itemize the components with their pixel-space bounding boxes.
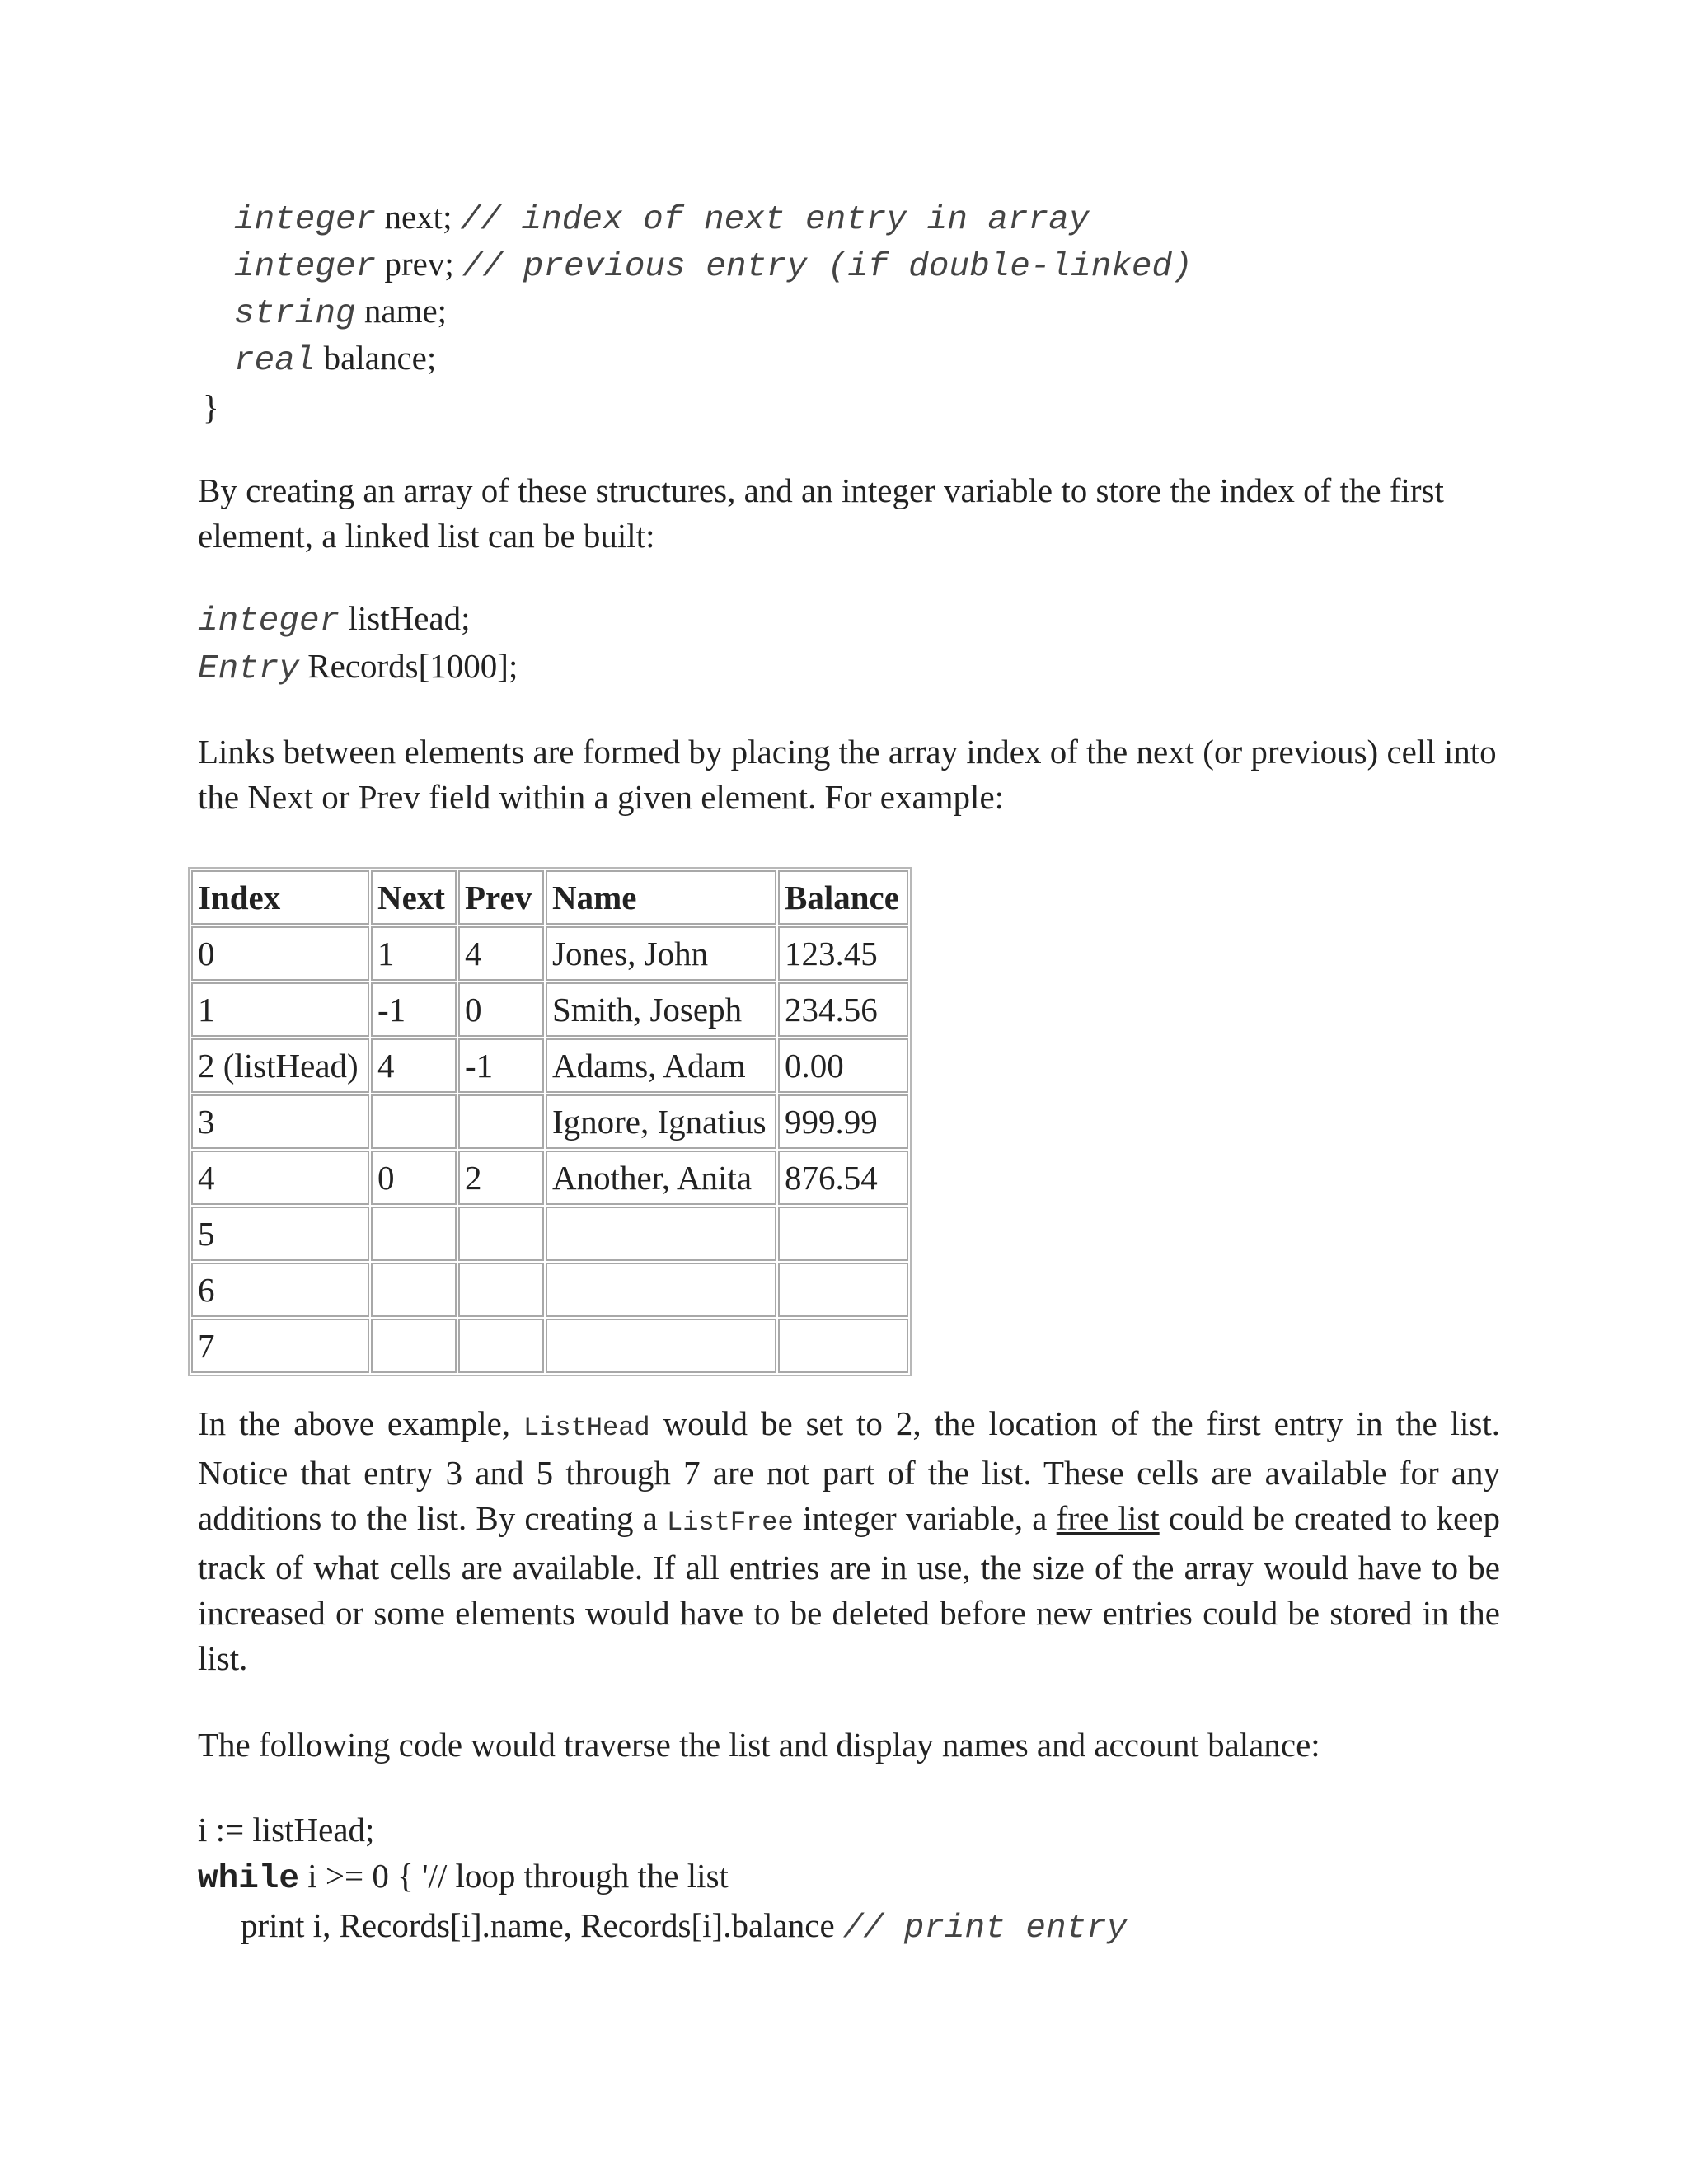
print-statement: print i, Records[i].name, Records[i].balance (241, 1906, 843, 1944)
cell-name (546, 1207, 776, 1261)
cell-prev (458, 1319, 544, 1373)
para3-text-1: In the above example, (198, 1404, 523, 1442)
field-name: balance; (323, 339, 437, 377)
header-index: Index (191, 870, 369, 925)
table-row (191, 1038, 908, 1093)
cell-balance: 876.54 (778, 1151, 908, 1205)
code-line-print (241, 1906, 1128, 1947)
para3-text-2: would be set to 2, the location of the first entry in the list. Notice that entry 3 and 5 through 7 are not part of the list. These cells are available for any additions to the list. By creating a (198, 1404, 1500, 1537)
code-line-next (234, 200, 1089, 237)
linked-list-table (188, 867, 912, 1376)
code-comment: // index of next entry in array (460, 201, 1090, 239)
cell-name: Ignore, Ignatius (546, 1094, 776, 1149)
cell-index: 2 (listHead) (191, 1038, 369, 1093)
cell-balance: 0.00 (778, 1038, 908, 1093)
field-name: name; (363, 292, 448, 330)
cell-name: Another, Anita (546, 1151, 776, 1205)
cell-next: -1 (371, 982, 457, 1037)
table-row (191, 1319, 908, 1373)
code-line-prev (234, 247, 1193, 284)
cell-prev: 2 (458, 1151, 544, 1205)
para3-text-4: could be created to keep track of what cells are available. If all entries are in use, the size of the array would have to be increased or some elements would have to be deleted before new entries could be stored in the list. (198, 1499, 1500, 1677)
cell-index: 6 (191, 1263, 369, 1317)
cell-balance (778, 1263, 908, 1317)
table-row (191, 982, 908, 1037)
cell-balance (778, 1319, 908, 1373)
cell-prev (458, 1207, 544, 1261)
cell-name: Smith, Joseph (546, 982, 776, 1037)
cell-balance: 234.56 (778, 982, 908, 1037)
cell-prev (458, 1263, 544, 1317)
cell-prev: 0 (458, 982, 544, 1037)
header-name: Name (546, 870, 776, 925)
cell-index: 3 (191, 1094, 369, 1149)
cell-name: Adams, Adam (546, 1038, 776, 1093)
type-keyword: real (234, 342, 316, 380)
code-line-init: i := listHead; (198, 1811, 375, 1849)
para3-text-3: integer variable, a (793, 1499, 1057, 1537)
code-line-while (198, 1859, 729, 1896)
type-keyword: integer (234, 201, 377, 239)
type-keyword: integer (234, 248, 377, 286)
decl-rest: listHead; (348, 599, 471, 637)
paragraph-traverse-intro: The following code would traverse the list and display names and account balance: (198, 1726, 1320, 1764)
cell-name (546, 1319, 776, 1373)
field-name: prev; (384, 245, 454, 283)
free-list-link[interactable]: free list (1056, 1499, 1160, 1537)
code-line-name (234, 294, 447, 331)
inline-code-listfree: ListFree (667, 1507, 794, 1538)
cell-index: 7 (191, 1319, 369, 1373)
cell-index: 4 (191, 1151, 369, 1205)
cell-next (371, 1094, 457, 1149)
cell-balance: 123.45 (778, 926, 908, 981)
cell-balance (778, 1207, 908, 1261)
paragraph-links-explained: Links between elements are formed by placing the array index of the next (or previous) cell into the Next or Prev field within a given element. For example: (198, 733, 1497, 816)
while-rest: i >= 0 { '// loop through the list (299, 1857, 729, 1895)
closing-brace: } (203, 388, 219, 426)
code-line-balance (234, 341, 436, 378)
cell-index: 5 (191, 1207, 369, 1261)
cell-balance: 999.99 (778, 1094, 908, 1149)
cell-prev (458, 1094, 544, 1149)
table-header-row (191, 870, 908, 925)
field-name: next; (384, 198, 452, 236)
cell-index: 1 (191, 982, 369, 1037)
table-row (191, 1151, 908, 1205)
cell-prev: 4 (458, 926, 544, 981)
cell-name: Jones, John (546, 926, 776, 981)
cell-next (371, 1207, 457, 1261)
type-keyword: string (234, 295, 356, 333)
cell-next (371, 1319, 457, 1373)
code-comment: // previous entry (if double-linked) (462, 248, 1193, 286)
table-row (191, 926, 908, 981)
paragraph-example-explained (198, 1401, 1500, 1681)
type-keyword: integer (198, 602, 340, 640)
type-keyword: Entry (198, 650, 300, 688)
inline-code-listhead: ListHead (523, 1413, 650, 1443)
decl-rest: Records[1000]; (307, 647, 518, 685)
while-keyword: while (198, 1860, 300, 1898)
code-comment: // print entry (842, 1910, 1128, 1947)
table-row (191, 1207, 908, 1261)
cell-prev: -1 (458, 1038, 544, 1093)
cell-index: 0 (191, 926, 369, 981)
header-next: Next (371, 870, 457, 925)
cell-name (546, 1263, 776, 1317)
cell-next: 1 (371, 926, 457, 981)
header-balance: Balance (778, 870, 908, 925)
table-row (191, 1263, 908, 1317)
decl-line-records (198, 649, 518, 687)
cell-next: 0 (371, 1151, 457, 1205)
cell-next (371, 1263, 457, 1317)
cell-next: 4 (371, 1038, 457, 1093)
paragraph-array-intro: By creating an array of these structures, and an integer variable to store the index of the first element, a linked list can be built: (198, 471, 1444, 555)
decl-line-listhead (198, 599, 471, 640)
header-prev: Prev (458, 870, 544, 925)
table-row (191, 1094, 908, 1149)
